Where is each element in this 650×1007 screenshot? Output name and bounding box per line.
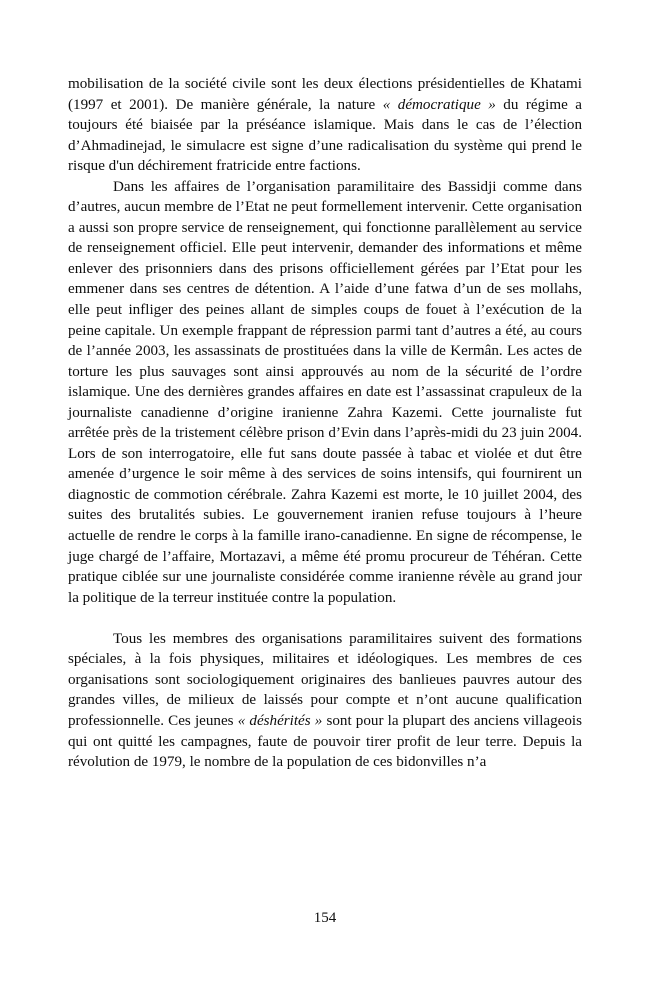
text-run: Tous les membres des organisations paramilitaires suivent des formations spéciales, à la fois physiques, militaires et idéologiques. Les membres de ces organisations sont sociologiquement originaires des banlieues pauvres autour des grandes villes, de milieux de laissés pour compte et n’ont aucune qualification professionnelle. Ces jeunes <box>68 630 582 729</box>
text-run: du régime a toujours été biaisée par la préséance islamique. Mais dans le cas de l’élection d’Ahmadinejad, le simulacre est signe d’une radicalisation du système qui prend le risque d'un déchirement fratricide entre factions. <box>68 96 582 175</box>
page-text-body <box>68 74 582 773</box>
text-run: sont pour la plupart des anciens villageois qui ont quitté les campagnes, faute de pouvoir tirer profit de leur terre. Depuis la révolution de 1979, le nombre de la population de ces bidonvilles n’a <box>68 712 582 771</box>
paragraph-para-3 <box>68 629 582 773</box>
paragraph-para-1 <box>68 74 582 177</box>
paragraph-para-2 <box>68 177 582 608</box>
page-number: 154 <box>313 910 337 926</box>
italic-phrase: « déshérités » <box>237 712 323 729</box>
text-run: Dans les affaires de l’organisation paramilitaire des Bassidji comme dans d’autres, aucun membre de l’Etat ne peut formellement intervenir. Cette organisation a aussi son propre service de renseignement, qui fonctionne parallèlement au service de renseignement officiel. Elle peut intervenir, demander des informations et même enlever des prisonniers dans des prisons officiellement gérées par l’Etat pour les emmener dans ses centres de détention. A l’aide d’une fatwa d’un de ses mollahs, elle peut infliger des peines allant de simples coups de fouet à l’exécution de la peine capitale. Un exemple frappant de répression parmi tant d’autres a été, au cours de l’année 2003, les assassinats de prostituées dans la ville de Kermân. Les actes de torture les plus sauvages sont ainsi approuvés au nom de la sécurité de l’ordre islamique. Une des dernières grandes affaires en date est l’assassinat crapuleux de la journaliste canadienne d’origine iranienne Zahra Kazemi. Cette journaliste fut arrêtée près de la tristement célèbre prison d’Evin dans l’après-midi du 23 juin 2004. Lors de son interrogatoire, elle fut sans doute passée à tabac et violée et dut être amenée d’urgence le soir même à des services de soins intensifs, qui fournirent un diagnostic de commotion cérébrale. Zahra Kazemi est morte, le 10 juillet 2004, des suites des brutalités subies. Le gouvernement iranien refuse toujours à l’heure actuelle de rendre le corps à la famille irano-canadienne. En signe de récompense, le juge chargé de l’affaire, Mortazavi, a même été promu procureur de Téhéran. Cette pratique ciblée sur une journaliste considérée comme iranienne révèle au grand jour la politique de la terreur instituée contre la population. <box>68 178 582 606</box>
italic-phrase: « démocratique » <box>382 96 496 113</box>
text-run: mobilisation de la société civile sont les deux élections présidentielles de Khatami (1997 et 2001). De manière générale, la nature <box>68 76 582 113</box>
